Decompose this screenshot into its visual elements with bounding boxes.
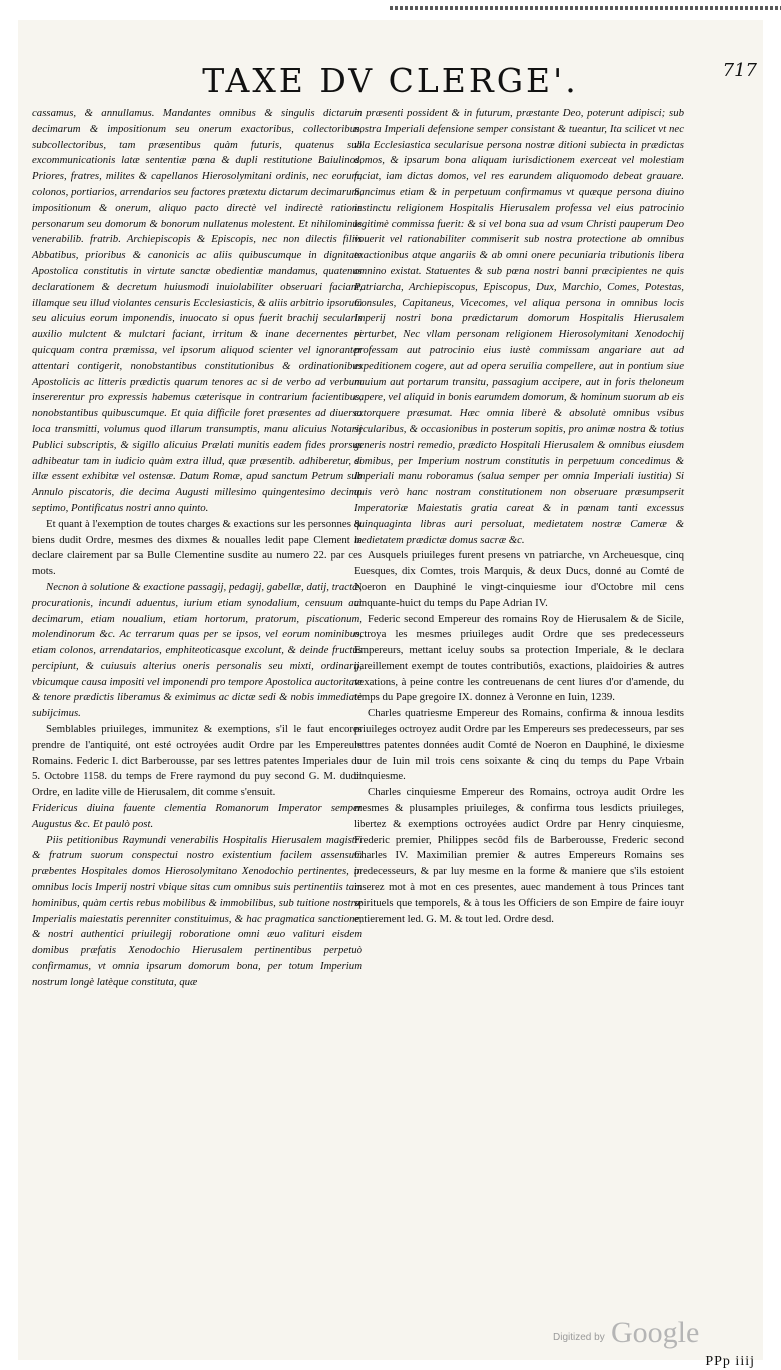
running-title: TAXE DV CLERGE'. [202, 61, 579, 100]
right-column [354, 106, 684, 927]
digitized-watermark [553, 1316, 723, 1356]
left-paragraph-2: Et quant à l'exemption de toutes charges & exactions sur les personnes & biens dudit Ordre, mesmes des dixmes & noualles ledit pape Clement le declare clairement par sa Bulle Clementine susdite au numero 22. par ces mots. [32, 517, 362, 578]
scan-edge-artifact [390, 0, 781, 18]
left-paragraph-4: Semblables priuileges, immunitez & exemptions, s'il le faut encores prendre de l'antiquité, ont esté octroyées audit Ordre par les Empereurs Romains. Federic I. dict Barberousse, par ses lettres patentes Imperiales du 5. Octobre 1158. du temps de Frere raymond du puy second G. M. dudit Ordre, en ladite ville de Hierusalem, dit comme s'ensuit. [32, 723, 362, 799]
left-column [32, 106, 362, 991]
left-paragraph-1: cassamus, & annullamus. Mandantes omnibus & singulis dictarum decimarum & impositionum seu onerum exactoribus, collectoribus, subcollectoribus, tam præsentibus quàm futuris, quatenus sub excommunicationis latæ sententiæ pœna & dupli restitutione Baiulinos, Priores, fratres, milites & capellanos Hierosolymitani ordinis, nec eorum, colonos, portiarios, arrendarios seu factores prætextu dictarum decimarum, impositionum & onerum, aliquo pacto directè vel indirectè ratione personarum seu domorum & bonorum nullatenus molestent. Et nihilominus venerabilib. fratrib. Archiepiscopis & Episcopis, nec non dilectis filiis Abbatibus, prioribus & canonicis ac aliis quibuscumque in dignitate Apostolica constitutis in virtute sanctæ obedientiæ mandamus, quatenus declarationem & decretum huiusmodi inuiolabiliter obseruari faciant, illamque seu illud violantes censuris Ecclesiasticis, & aliis arbitrio ipsorum seu alicuius eorum imponendis, inuocato si opus fuerit brachij secularis auxilio mulctent & mulctari faciant, irritum & inane decernentes si quicquam contra præmissa, vel ipsorum aliquod scienter vel ignoranter attentari contigerit, nonobstantibus constitutionibus & ordinationibus Apostolicis ac litteris prædictis quarum tenores ac si de verbo ad verbum insererentur pro expressis habemus cæterisque in contrarium facientibus, nonobstantibus quibuscumque. Et quia difficile foret præsentes ad diuersa loca transmitti, volumus quod illarum transumptis, manu alicuius Notarij Publici subscriptis, & sigillo alicuius Prælati munitis eadem fides prorsus adhibeatur tam in iudicio quàm extra illud, quæ præsentib. adhiberetur, si illæ essent exhibitæ vel ostensæ. Datum Romæ, apud sanctum Petrum sub Annulo piscatoris, die decima Augusti millesimo quingentesimo decimo septimo, Pontificatus nostri anno quinto. [32, 107, 362, 514]
left-paragraph-5: Fridericus diuina fauente clementia Romanorum Imperator semper Augustus &c. Et paulò post. [32, 802, 362, 830]
right-paragraph-2: Ausquels priuileges furent presens vn patriarche, vn Archeuesque, cinq Euesques, dix Comtes, trois Marquis, & deux Ducs, donné au Comté de Noeron en Dauphiné le vingt-cinquiesme iour d'Octobre mil cens cinquante-huict du temps du Pape Adrian IV. [354, 549, 684, 609]
google-logo: Google [611, 1316, 700, 1349]
left-paragraph-3: Necnon à solutione & exactione passagij, pedagij, gabellæ, datij, tractæ, procurationis, incundi aduentus, iurium etiam synodalium, censuum aut decimarum, etiam noualium, etiam hortorum, pratorum, piscationum, molendinorum &c. Ac terrarum quas per se ipsos, vel eorum nominibus, etiam colonos, arrendatarios, emphiteoticasque excolunt, & deinde fructus percipiunt, & cuiusuis alterius oneris personalis seu mixti, ordinarij, vbicumque causa impositi vel imponendi pro tempore Apostolica auctoritate & tenore prædictis liberamus & eximimus ac dictæ sedi & nobis immediatè subijcimus. [32, 580, 362, 720]
right-paragraph-5: Charles cinquiesme Empereur des Romains, octroya audit Ordre les mesmes & plusamples priuileges, & confirma tous lesdicts priuileges, libertez & exemptions octroyées audict Ordre par Henry cinquiesme, Frederic premier, Philippes secôd fils de Barberousse, Frederic second Charles IV. Maximilian premier & autres Empereurs Romains ses predecesseurs, & par luy mesme en la forme & maniere que s'ils estoient inserez mot à mot en ces presentes, auec mandement à tous Princes tant spirituels que temporels, & à tous les Officiers de son Empire de faire iouyr entierement led. G. M. & tout led. Ordre desd. [354, 786, 684, 925]
page-number: 717 [722, 60, 757, 81]
right-paragraph-1: in præsenti possident & in futurum, præstante Deo, poterunt adipisci; sub nostra Imperiali defensione semper consistant & tueantur, Ita scilicet vt nec vlla Ecclesiastica secularisue persona nostræ ditioni subiecta in prædictas domos, & ipsarum bona aliquam iurisdictionem exerceat vel molestiam faciat, iam dictas domos, vel res earundem aliquomodo debeat grauare. Sancimus etiam & in perpetuum confirmamus vt quæque persona diuino instinctu religionem Hospitalis Hierusalem professa vel eius patrocinio legitimè commissa fuerit: & si vel bona sua ad vsum Christi pauperum Deo vouerit vel rationabiliter commiserit sub nostra protectione ab omnibus exactionibus atque angariis & ab omni onere pecuniaria tributionis libera omnino existat. Statuentes & sub pœna nostri banni præcipientes ne quis Patriarcha, Archiepiscopus, Episcopus, Dux, Marchio, Comes, Potestas, Consules, Capitaneus, Vicecomes, vel aliqua persona in omnibus locis Imperij nostri bona prædictarum domorum Hospitalis Hierusalem perturbet, Nec vllam personam religionem Hierosolymitani Xenodochij professam aut patrocinio eius iustè commissam angariare aut ad expeditionem cogere, aut ad opera seruilia compellere, aut in pontium siue nauium aut portarum transitu, passagium accipere, aut in foris theloneum capere, vel aliquid in bonis earumdem domorum, & hominum suorum ab eis extorquere præsumat. Hæc omnia liberè & absolutè omnibus vsibus secularibus, & occasionibus in posterum sopitis, pro animæ nostra & totius generis nostri remedio, prædicto Hospitali Hierusalem & omnibus eiusdem domibus, per Imperium nostrum constitutis in perpetuum concedimus & Imperiali manu roboramus (salua semper per omnia Imperiali iustitia) Si quis verò hanc nostram constitutionem non obseruare præsumpserit Imperatoriæ Maiestatis gratia careat & in pœnam tanti excessus quinquaginta libras auri persoluat, medietatem nostræ Cameræ & medietatem prædictæ domus sacræ &c. [354, 107, 684, 546]
book-page [18, 20, 763, 1369]
digitized-by-label: Digitized by [553, 1332, 605, 1343]
signature-mark: PPp iiij [705, 1354, 755, 1369]
right-paragraph-3: Federic second Empereur des romains Roy de Hierusalem & de Sicile, octroya les mesmes priuileges audit Ordre que ses predecesseurs Empereurs, mettant iceluy soubs sa protection Imperiale, & le declara pareillement exempt de toutes contributiôs, exactions, plaidoiries & autres vexations, à peine contre les contreuenans de cent liures d'or d'amende, du temps du Pape gregoire IX. donnez à Veronne en Iuin, 1239. [354, 612, 684, 704]
page-header [18, 58, 763, 104]
left-paragraph-6: Piis petitionibus Raymundi venerabilis Hospitalis Hierusalem magistri & fratrum suorum conspectui nostro existentium facilem assensum præbentes Hospitales domos Hierosolymitano Xenodochio pertinentes, in omnibus locis Imperij nostri vbique sitas cum omnibus suis pertinentiis tam hominibus, quàm certis rebus mobilibus & immobilibus, sub tuitione nostræ Imperialis maiestatis perenniter constituimus, & hac pragmatica sanctione, & nostri authentici priuilegij roboratione omni æuo valituri eisdem domibus præfatis Xenodochio Hierusalem pertinentibus perpetuò confirmamus, vt omnia ipsarum domorum bona, per totum Imperium nostrum longè latèque constituta, quæ [32, 833, 362, 988]
right-paragraph-4: Charles quatriesme Empereur des Romains, confirma & innoua lesdits priuileges octroyez audit Ordre par les Empereurs ses predecesseurs, par ses lettres patentes données audit Comté de Noeron en Dauphiné, le dixiesme iour de Iuin mil trois cens soixante & cinq du temps du Pape Vrbain cinquiesme. [354, 707, 684, 783]
